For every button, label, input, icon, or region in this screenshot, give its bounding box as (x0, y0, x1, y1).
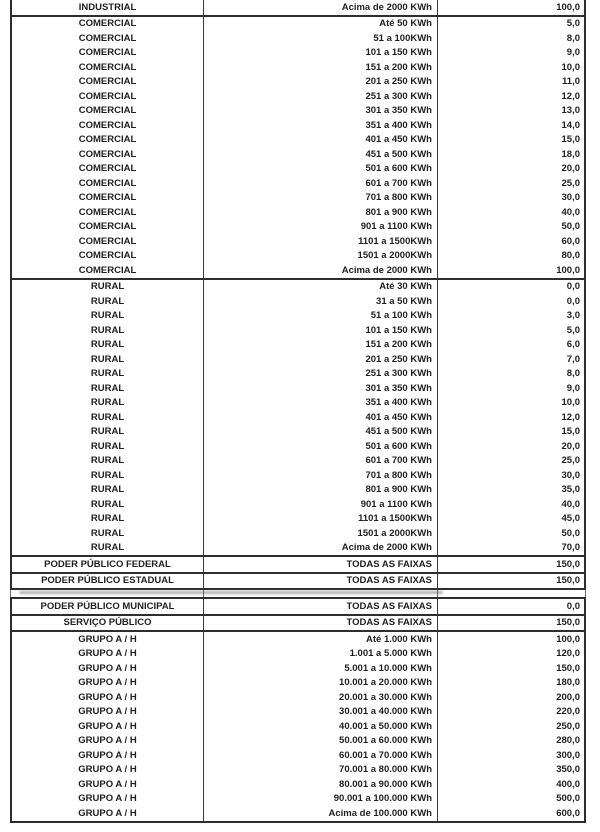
table-row (12, 792, 584, 807)
table-row (12, 526, 584, 541)
consumption-range-cell: 60.001 a 70.000 KWh (204, 748, 438, 763)
table-row (12, 234, 584, 249)
value-cell: 220,0 (556, 706, 580, 718)
consumption-range-cell: 901 a 1100 KWh (204, 497, 438, 512)
value-cell: 45,0 (561, 513, 580, 525)
category-cell: COMERCIAL (12, 205, 204, 220)
consumption-range-cell: 1101 a 1500KWh (204, 234, 438, 249)
value-cell: 80,0 (561, 250, 580, 262)
table-row (12, 777, 584, 792)
consumption-range-cell: 701 a 800 KWh (204, 191, 438, 206)
table-row (12, 616, 584, 631)
table-row (12, 309, 584, 324)
value-cell: 200,0 (556, 691, 580, 703)
value-cell: 25,0 (561, 177, 580, 189)
category-cell: GRUPO A / H (12, 647, 204, 662)
section-poder-publico-estadual (10, 572, 586, 591)
category-cell: COMERCIAL (12, 75, 204, 90)
category-cell: RURAL (12, 410, 204, 425)
table-row (12, 17, 584, 32)
value-cell: 40,0 (561, 206, 580, 218)
category-cell: COMERCIAL (12, 46, 204, 61)
consumption-range-cell: 51 a 100KWh (204, 31, 438, 46)
section-grupo-a-h (10, 630, 586, 823)
gap-range-column (204, 590, 438, 597)
category-cell: COMERCIAL (12, 162, 204, 177)
category-cell: COMERCIAL (12, 147, 204, 162)
consumption-range-cell: 1.001 a 5.000 KWh (204, 647, 438, 662)
section-poder-publico-municipal (10, 597, 586, 616)
category-cell: GRUPO A / H (12, 777, 204, 792)
value-cell: 60,0 (561, 235, 580, 247)
value-cell: 9,0 (566, 382, 580, 394)
category-cell: COMERCIAL (12, 60, 204, 75)
value-cell: 20,0 (561, 163, 580, 175)
consumption-range-cell: 80.001 a 90.000 KWh (204, 777, 438, 792)
table-row (12, 263, 584, 278)
value-cell: 0,0 (566, 281, 580, 293)
consumption-range-cell: TODAS AS FAIXAS (204, 599, 438, 614)
value-cell: 500,0 (556, 793, 580, 805)
gap-value-column (438, 590, 586, 597)
category-cell: COMERCIAL (12, 104, 204, 119)
value-cell: 150,0 (556, 617, 580, 629)
table-row (12, 352, 584, 367)
category-cell: RURAL (12, 541, 204, 556)
value-cell: 300,0 (556, 749, 580, 761)
consumption-range-cell: 30.001 a 40.000 KWh (204, 705, 438, 720)
consumption-range-cell: TODAS AS FAIXAS (204, 557, 438, 572)
table-row (12, 483, 584, 498)
table-row (12, 294, 584, 309)
value-cell: 250,0 (556, 720, 580, 732)
category-cell: SERVIÇO PÚBLICO (12, 616, 204, 631)
table-row (12, 89, 584, 104)
value-cell: 6,0 (566, 339, 580, 351)
category-cell: GRUPO A / H (12, 734, 204, 749)
consumption-range-cell: 301 a 350 KWh (204, 104, 438, 119)
table-row (12, 104, 584, 119)
value-cell: 120,0 (556, 648, 580, 660)
consumption-range-cell: 5.001 a 10.000 KWh (204, 661, 438, 676)
category-cell: COMERCIAL (12, 17, 204, 32)
table-row (12, 661, 584, 676)
consumption-range-cell: 50.001 a 60.000 KWh (204, 734, 438, 749)
value-cell: 7,0 (566, 353, 580, 365)
value-cell: 400,0 (556, 778, 580, 790)
table-row (12, 632, 584, 647)
table-row (12, 763, 584, 778)
category-cell: RURAL (12, 526, 204, 541)
category-cell: RURAL (12, 468, 204, 483)
value-cell: 10,0 (561, 397, 580, 409)
value-cell: 180,0 (556, 677, 580, 689)
consumption-range-cell: 301 a 350 KWh (204, 381, 438, 396)
consumption-range-cell: Acima de 2000 KWh (204, 0, 438, 15)
category-cell: RURAL (12, 367, 204, 382)
consumption-range-cell: 251 a 300 KWh (204, 89, 438, 104)
category-cell: COMERCIAL (12, 176, 204, 191)
table-row (12, 396, 584, 411)
section-rural (10, 278, 586, 558)
category-cell: GRUPO A / H (12, 632, 204, 647)
table-row (12, 734, 584, 749)
category-cell: COMERCIAL (12, 89, 204, 104)
value-cell: 5,0 (566, 18, 580, 30)
table-row (12, 118, 584, 133)
consumption-range-cell: 101 a 150 KWh (204, 46, 438, 61)
consumption-range-cell: TODAS AS FAIXAS (204, 574, 438, 589)
consumption-range-cell: 151 a 200 KWh (204, 60, 438, 75)
consumption-range-cell: 201 a 250 KWh (204, 352, 438, 367)
category-cell: PODER PÚBLICO FEDERAL (12, 557, 204, 572)
category-cell: RURAL (12, 280, 204, 295)
consumption-range-cell: 351 a 400 KWh (204, 396, 438, 411)
category-cell: RURAL (12, 323, 204, 338)
consumption-range-cell: 451 a 500 KWh (204, 147, 438, 162)
category-cell: INDUSTRIAL (12, 0, 204, 15)
consumption-range-cell: 1501 a 2000KWh (204, 526, 438, 541)
category-cell: RURAL (12, 483, 204, 498)
category-cell: GRUPO A / H (12, 748, 204, 763)
value-cell: 150,0 (556, 575, 580, 587)
consumption-range-cell: Até 50 KWh (204, 17, 438, 32)
value-cell: 13,0 (561, 105, 580, 117)
value-cell: 20,0 (561, 440, 580, 452)
consumption-range-cell: 51 a 100 KWh (204, 309, 438, 324)
table-row (12, 162, 584, 177)
category-cell: RURAL (12, 338, 204, 353)
section-blank-separator (10, 590, 586, 597)
consumption-range-cell: 401 a 450 KWh (204, 410, 438, 425)
value-cell: 150,0 (556, 662, 580, 674)
consumption-range-cell: 601 a 700 KWh (204, 454, 438, 469)
table-row (12, 690, 584, 705)
category-cell: COMERCIAL (12, 118, 204, 133)
category-cell: COMERCIAL (12, 191, 204, 206)
category-cell: GRUPO A / H (12, 792, 204, 807)
consumption-range-cell: 10.001 a 20.000 KWh (204, 676, 438, 691)
consumption-range-cell: Acima de 2000 KWh (204, 541, 438, 556)
tariff-table-sections (10, 0, 586, 823)
consumption-range-cell: 701 a 800 KWh (204, 468, 438, 483)
table-row (12, 338, 584, 353)
table-row (12, 367, 584, 382)
category-cell: GRUPO A / H (12, 719, 204, 734)
consumption-range-cell: 40.001 a 50.000 KWh (204, 719, 438, 734)
consumption-range-cell: 801 a 900 KWh (204, 205, 438, 220)
table-row (12, 220, 584, 235)
table-row (12, 557, 584, 572)
consumption-range-cell: 20.001 a 30.000 KWh (204, 690, 438, 705)
consumption-range-cell: TODAS AS FAIXAS (204, 616, 438, 631)
value-cell: 12,0 (561, 411, 580, 423)
table-row (12, 719, 584, 734)
category-cell: RURAL (12, 396, 204, 411)
category-cell: RURAL (12, 512, 204, 527)
category-cell: RURAL (12, 497, 204, 512)
category-cell: COMERCIAL (12, 220, 204, 235)
value-cell: 280,0 (556, 735, 580, 747)
consumption-range-cell: 601 a 700 KWh (204, 176, 438, 191)
consumption-range-cell: Até 1.000 KWh (204, 632, 438, 647)
consumption-range-cell: Acima de 2000 KWh (204, 263, 438, 278)
value-cell: 15,0 (561, 426, 580, 438)
table-row (12, 381, 584, 396)
table-row (12, 176, 584, 191)
category-cell: GRUPO A / H (12, 705, 204, 720)
category-cell: GRUPO A / H (12, 661, 204, 676)
table-row (12, 249, 584, 264)
table-row (12, 439, 584, 454)
section-servico-publico (10, 614, 586, 633)
consumption-range-cell: 451 a 500 KWh (204, 425, 438, 440)
table-row (12, 806, 584, 821)
value-cell: 12,0 (561, 90, 580, 102)
table-row (12, 147, 584, 162)
consumption-range-cell: 1501 a 2000KWh (204, 249, 438, 264)
table-row (12, 748, 584, 763)
table-row (12, 541, 584, 556)
table-row (12, 205, 584, 220)
consumption-range-cell: 90.001 a 100.000 KWh (204, 792, 438, 807)
category-cell: RURAL (12, 381, 204, 396)
table-row (12, 425, 584, 440)
table-row (12, 191, 584, 206)
category-cell: RURAL (12, 294, 204, 309)
consumption-range-cell: 151 a 200 KWh (204, 338, 438, 353)
value-cell: 50,0 (561, 527, 580, 539)
category-cell: RURAL (12, 352, 204, 367)
table-row (12, 280, 584, 295)
table-row (12, 574, 584, 589)
category-cell: COMERCIAL (12, 31, 204, 46)
tariff-table (10, 0, 586, 823)
table-row (12, 647, 584, 662)
category-cell: COMERCIAL (12, 263, 204, 278)
table-row (12, 468, 584, 483)
consumption-range-cell: 501 a 600 KWh (204, 162, 438, 177)
table-row (12, 60, 584, 75)
consumption-range-cell: 401 a 450 KWh (204, 133, 438, 148)
value-cell: 10,0 (561, 61, 580, 73)
value-cell: 8,0 (566, 32, 580, 44)
value-cell: 350,0 (556, 764, 580, 776)
consumption-range-cell: 501 a 600 KWh (204, 439, 438, 454)
consumption-range-cell: 101 a 150 KWh (204, 323, 438, 338)
table-row (12, 512, 584, 527)
value-cell: 35,0 (561, 484, 580, 496)
value-cell: 14,0 (561, 119, 580, 131)
consumption-range-cell: 351 a 400 KWh (204, 118, 438, 133)
category-cell: COMERCIAL (12, 133, 204, 148)
category-cell: RURAL (12, 309, 204, 324)
table-row (12, 46, 584, 61)
gap-category-column (11, 590, 204, 597)
value-cell: 3,0 (566, 310, 580, 322)
table-row (12, 410, 584, 425)
category-cell: GRUPO A / H (12, 763, 204, 778)
category-cell: COMERCIAL (12, 234, 204, 249)
value-cell: 0,0 (566, 295, 580, 307)
category-cell: GRUPO A / H (12, 806, 204, 821)
table-row (12, 133, 584, 148)
value-cell: 70,0 (561, 542, 580, 554)
value-cell: 9,0 (566, 47, 580, 59)
value-cell: 18,0 (561, 148, 580, 160)
table-row (12, 0, 584, 15)
section-poder-publico-federal (10, 555, 586, 574)
section-comercial (10, 15, 586, 280)
consumption-range-cell: 801 a 900 KWh (204, 483, 438, 498)
table-row (12, 497, 584, 512)
table-row (12, 599, 584, 614)
value-cell: 100,0 (556, 264, 580, 276)
category-cell: PODER PÚBLICO ESTADUAL (12, 574, 204, 589)
value-cell: 100,0 (556, 633, 580, 645)
value-cell: 150,0 (556, 558, 580, 570)
value-cell: 40,0 (561, 498, 580, 510)
value-cell: 50,0 (561, 221, 580, 233)
value-cell: 8,0 (566, 368, 580, 380)
category-cell: RURAL (12, 454, 204, 469)
consumption-range-cell: 901 a 1100 KWh (204, 220, 438, 235)
consumption-range-cell: 70.001 a 80.000 KWh (204, 763, 438, 778)
consumption-range-cell: 1101 a 1500KWh (204, 512, 438, 527)
category-cell: COMERCIAL (12, 249, 204, 264)
value-cell: 30,0 (561, 469, 580, 481)
value-cell: 15,0 (561, 134, 580, 146)
consumption-range-cell: Até 30 KWh (204, 280, 438, 295)
category-cell: RURAL (12, 439, 204, 454)
value-cell: 30,0 (561, 192, 580, 204)
section-industrial (10, 0, 586, 17)
category-cell: PODER PÚBLICO MUNICIPAL (12, 599, 204, 614)
consumption-range-cell: 201 a 250 KWh (204, 75, 438, 90)
table-row (12, 31, 584, 46)
table-row (12, 705, 584, 720)
value-cell: 11,0 (562, 76, 580, 88)
consumption-range-cell: 251 a 300 KWh (204, 367, 438, 382)
category-cell: RURAL (12, 425, 204, 440)
table-row (12, 323, 584, 338)
value-cell: 0,0 (566, 600, 580, 612)
value-cell: 100,0 (556, 1, 580, 13)
category-cell: GRUPO A / H (12, 690, 204, 705)
category-cell: GRUPO A / H (12, 676, 204, 691)
consumption-range-cell: 31 a 50 KWh (204, 294, 438, 309)
value-cell: 600,0 (556, 807, 580, 819)
consumption-range-cell: Acima de 100.000 KWh (204, 806, 438, 821)
table-row (12, 454, 584, 469)
value-cell: 25,0 (561, 455, 580, 467)
table-row (12, 676, 584, 691)
table-row (12, 75, 584, 90)
value-cell: 5,0 (566, 324, 580, 336)
